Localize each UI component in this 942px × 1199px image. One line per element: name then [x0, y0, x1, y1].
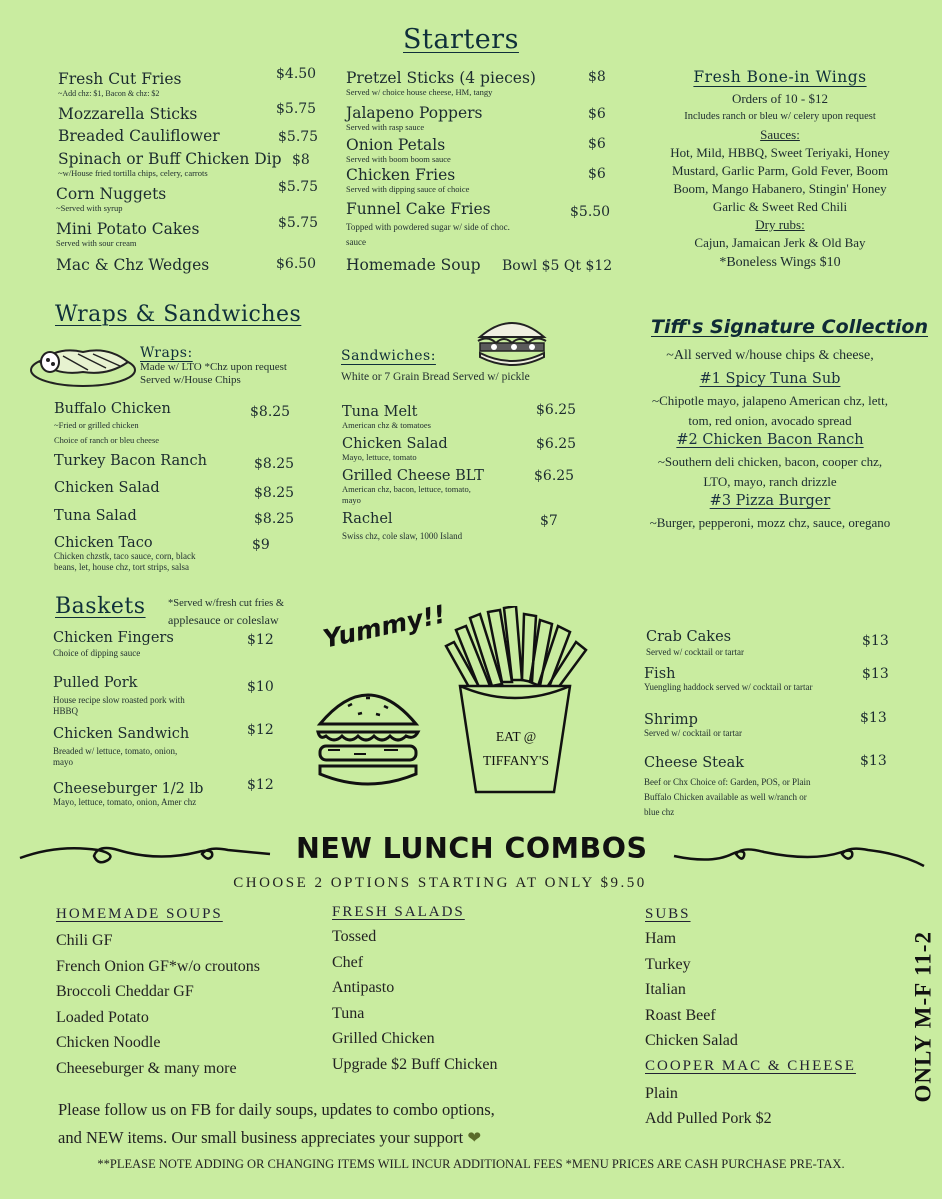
menu-item: [346, 136, 606, 165]
combo-item: Upgrade $2 Buff Chicken: [332, 1055, 498, 1073]
combo-item: Chicken Noodle: [56, 1034, 161, 1051]
item-price: $6: [588, 106, 606, 122]
item-price: $8.25: [254, 485, 295, 501]
combo-item: Add Pulled Pork $2: [645, 1110, 772, 1127]
sauces-label: Sauces:: [760, 127, 800, 142]
side-hours-text: ONLY M-F 11-2: [910, 931, 936, 1103]
item-price: $6.25: [534, 468, 575, 484]
combo-heading: SUBS: [645, 906, 691, 922]
item-name: Corn Nuggets: [56, 185, 167, 203]
menu-item: [342, 404, 582, 431]
boneless-wings: *Boneless Wings $10: [719, 255, 841, 270]
baskets-title: Baskets: [55, 594, 146, 619]
item-desc: Served with sour cream: [56, 238, 137, 248]
item-name: Buffalo Chicken: [54, 401, 171, 417]
item-name: Breaded Cauliflower: [58, 127, 220, 145]
item-desc: Served w/ choice house cheese, HM, tangy: [346, 87, 493, 97]
box-text-line: TIFFANY'S: [483, 753, 549, 768]
combo-item: Italian: [645, 981, 686, 998]
menu-item: [56, 179, 319, 214]
combo-item: Grilled Chicken: [332, 1030, 435, 1047]
menu-item: [56, 256, 317, 274]
dry-rubs-label: Dry rubs:: [755, 217, 805, 232]
menu-item: [58, 101, 317, 123]
combos-title: NEW LUNCH COMBOS: [296, 832, 648, 865]
combo-item: Loaded Potato: [56, 1008, 149, 1026]
combo-item: Cheeseburger & many more: [56, 1059, 237, 1077]
item-price: $7: [540, 513, 558, 529]
combos-soups: [56, 906, 260, 1081]
item-price: $13: [860, 710, 887, 726]
combo-item: Chili GF: [56, 932, 113, 949]
item-price: $13: [862, 666, 889, 682]
combo-item: Roast Beef: [645, 1006, 716, 1024]
sauces-line: Hot, Mild, HBBQ, Sweet Teriyaki, Honey: [670, 145, 890, 160]
item-name: Tuna Salad: [54, 508, 137, 524]
heart-icon: ❤: [467, 1128, 482, 1147]
wings-title: Fresh Bone-in Wings: [693, 68, 867, 86]
item-price: $5.75: [278, 215, 319, 231]
menu-item: [342, 436, 582, 463]
menu-item: [58, 127, 319, 145]
menu-item: [346, 104, 606, 133]
baskets-note-line: *Served w/fresh cut fries &: [168, 598, 285, 609]
combo-item: French Onion GF*w/o croutons: [56, 957, 260, 975]
box-text-line: EAT @: [495, 729, 537, 744]
fries-box-text: [466, 725, 566, 773]
menu-item: [54, 453, 295, 472]
combos-subs: [645, 906, 856, 1132]
dry-rubs-text: Cajun, Jamaican Jerk & Old Bay: [694, 235, 866, 250]
menu-item: [58, 66, 317, 99]
item-name: Cheese Steak: [644, 755, 744, 771]
item-price: $6.25: [536, 436, 577, 452]
item-desc: American chz, bacon, lettuce, tomato,: [342, 484, 471, 494]
sauces-line: Mustard, Garlic Parm, Gold Fever, Boom: [671, 163, 889, 178]
combo-heading: HOMEMADE SOUPS: [56, 906, 223, 922]
combo-item: Turkey: [645, 955, 691, 973]
item-desc: Served w/ cocktail or tartar: [644, 728, 742, 738]
footer-note: **PLEASE NOTE ADDING OR CHANGING ITEMS WILL INCUR ADDITIONAL FEES *MENU PRICES ARE CASH PURCHASE PRE-TAX.: [97, 1157, 845, 1171]
item-price: $8: [588, 69, 606, 85]
item-desc: Mayo, lettuce, tomato, onion, Amer chz: [53, 797, 197, 807]
item-name: Fish: [644, 666, 676, 682]
combos-subtitle: CHOOSE 2 OPTIONS STARTING AT ONLY $9.50: [233, 875, 647, 891]
item-price: $8.25: [254, 456, 295, 472]
item-desc: Served with rasp sauce: [346, 122, 425, 132]
wraps-note: Made w/ LTO *Chz upon request: [140, 361, 287, 373]
item-name: Chicken Fingers: [53, 630, 174, 646]
combo-item: Chicken Salad: [645, 1032, 738, 1049]
item-desc: Served with dipping sauce of choice: [346, 184, 470, 194]
item-price: $4.50: [276, 66, 317, 82]
item-name: Shrimp: [644, 712, 698, 728]
item-price: $13: [860, 753, 887, 769]
right-swirl-divider: [672, 838, 927, 870]
menu-item: [56, 215, 319, 249]
item-price: Bowl $5 Qt $12: [502, 258, 613, 274]
wings-orders: Orders of 10 - $12: [731, 91, 829, 106]
item-price: $10: [247, 679, 274, 695]
item-price: $8.25: [250, 404, 291, 420]
item-price: $6.25: [536, 402, 577, 418]
combos-salads: [332, 904, 497, 1077]
combo-heading: COOPER MAC & CHEESE: [645, 1057, 856, 1074]
combo-item: Antipasto: [332, 979, 395, 996]
item-price: $8.25: [254, 511, 295, 527]
menu-item: [644, 712, 891, 739]
menu-item: [54, 480, 295, 501]
item-desc: ~Add chz: $1, Bacon & chz: $2: [58, 89, 160, 98]
wrap-icon: [28, 340, 138, 390]
item-desc: Breaded w/ lettuce, tomato, onion,: [53, 746, 178, 756]
signature-section: [620, 347, 920, 532]
signature-item-name: #2 Chicken Bacon Ranch: [676, 432, 864, 448]
wings-section: [630, 68, 930, 272]
combo-item: Tuna: [332, 1004, 365, 1022]
follow-message: [58, 1096, 495, 1152]
item-desc: Topped with powdered sugar w/ side of choc. sauce: [346, 222, 510, 247]
signature-item-name: #3 Pizza Burger: [709, 493, 831, 509]
item-price: $13: [862, 633, 889, 649]
item-desc: ~w/House fried tortilla chips, celery, carrots: [58, 168, 208, 178]
item-price: $6: [588, 136, 606, 152]
combo-item: Ham: [645, 930, 677, 947]
item-name: Chicken Taco: [54, 535, 153, 551]
menu-item: [644, 666, 891, 693]
item-desc: mayo: [53, 757, 73, 767]
item-desc: Choice of dipping sauce: [53, 648, 141, 658]
combo-item: Broccoli Cheddar GF: [56, 983, 194, 1000]
signature-item-name: #1 Spicy Tuna Sub: [699, 371, 841, 387]
menu-item: [644, 755, 891, 820]
item-name: Fresh Cut Fries: [58, 70, 182, 88]
item-name: Homemade Soup: [346, 256, 481, 274]
item-desc: Beef or Chx Choice of: Garden, POS, or Plain: [644, 777, 811, 787]
item-price: $12: [247, 632, 274, 648]
menu-item: [342, 511, 582, 542]
signature-intro: ~All served w/house chips & cheese,: [666, 348, 874, 363]
signature-title: Tiff's Signature Collection: [651, 316, 929, 338]
menu-item: [53, 675, 283, 717]
wraps-header: [140, 345, 287, 387]
item-desc: ~Fried or grilled chicken: [54, 420, 139, 430]
item-name: Mac & Chz Wedges: [56, 256, 210, 274]
item-price: $6: [588, 166, 606, 182]
item-desc: Yuengling haddock served w/ cocktail or tartar: [644, 682, 813, 692]
item-name: Pulled Pork: [53, 675, 138, 691]
item-desc: American chz & tomatoes: [342, 420, 431, 430]
menu-item: [342, 468, 582, 506]
wings-includes: Includes ranch or bleu w/ celery upon request: [684, 111, 876, 122]
item-price: $9: [252, 537, 270, 553]
sandwiches-note: White or 7 Grain Bread Served w/ pickle: [341, 371, 530, 383]
item-desc: ~Served with syrup: [56, 203, 123, 213]
item-name: Mini Potato Cakes: [56, 220, 200, 238]
baskets-note: [168, 596, 284, 628]
wraps-label: Wraps:: [140, 345, 193, 361]
item-name: Mozzarella Sticks: [58, 105, 198, 123]
item-name: Chicken Sandwich: [53, 726, 190, 742]
item-price: $8: [292, 152, 310, 168]
item-desc: HBBQ: [53, 706, 79, 716]
combo-item: Chef: [332, 953, 364, 971]
item-name: Spinach or Buff Chicken Dip: [58, 150, 282, 168]
follow-line-text: and NEW items. Our small business appreciates your support: [58, 1128, 464, 1147]
item-name: Pretzel Sticks (4 pieces): [346, 69, 536, 87]
menu-item: [58, 150, 313, 179]
item-desc: Swiss chz, cole slaw, 1000 Island: [342, 531, 463, 541]
sauces-line: Garlic & Sweet Red Chili: [712, 199, 848, 214]
item-desc: House recipe slow roasted pork with: [53, 695, 185, 705]
menu-item: [646, 629, 891, 658]
follow-line-2: [58, 1124, 495, 1152]
item-name: Crab Cakes: [646, 629, 732, 645]
combo-item: Tossed: [332, 928, 377, 945]
menu-item: [53, 777, 283, 808]
item-name: Tuna Melt: [342, 404, 418, 420]
item-name: Onion Petals: [346, 136, 446, 154]
item-price: $5.75: [278, 129, 319, 145]
item-name: Rachel: [342, 511, 393, 527]
starters-title: Starters: [403, 24, 519, 55]
signature-item-desc: ~Chipotle mayo, jalapeno American chz, lett,: [652, 393, 888, 408]
item-price: $5.75: [278, 179, 319, 195]
combo-heading: FRESH SALADS: [332, 904, 465, 920]
combo-item: Plain: [645, 1084, 678, 1102]
item-price: $12: [247, 777, 274, 793]
wraps-sandwiches-title: Wraps & Sandwiches: [55, 302, 302, 327]
item-desc: Mayo, lettuce, tomato: [342, 452, 417, 462]
menu-item: [53, 722, 283, 768]
left-swirl-divider: [18, 838, 273, 870]
item-desc: Served with boom boom sauce: [346, 154, 451, 164]
menu-item: [54, 508, 295, 527]
item-price: $5.75: [276, 101, 317, 117]
menu-item: [346, 200, 611, 250]
menu-item: [54, 401, 294, 446]
yummy-text: Yummy!!: [320, 599, 449, 654]
burger-icon: [314, 684, 422, 790]
item-desc: Choice of ranch or bleu cheese: [54, 435, 160, 445]
item-desc: beans, let, house chz, tort strips, salsa: [54, 562, 189, 572]
item-name: Cheeseburger 1/2 lb: [53, 781, 204, 797]
sauces-line: Boom, Mango Habanero, Stingin' Honey: [673, 181, 887, 196]
item-desc: Buffalo Chicken available as well w/ranch or: [644, 792, 807, 802]
signature-item-desc: ~Southern deli chicken, bacon, cooper chz,: [657, 454, 883, 469]
item-name: Chicken Fries: [346, 166, 456, 184]
item-desc: Served w/ cocktail or tartar: [646, 647, 744, 657]
menu-item: [346, 256, 613, 274]
signature-item-desc: tom, red onion, avocado spread: [688, 413, 852, 428]
signature-item-desc: LTO, mayo, ranch drizzle: [703, 474, 837, 489]
item-desc: Chicken chzstk, taco sauce, corn, black: [54, 551, 196, 561]
item-name: Chicken Salad: [342, 436, 448, 452]
item-price: $5.50: [570, 204, 611, 220]
item-name: Chicken Salad: [54, 480, 160, 496]
signature-item-desc: ~Burger, pepperoni, mozz chz, sauce, oregano: [649, 515, 891, 530]
item-name: Grilled Cheese BLT: [342, 468, 484, 484]
item-name: Funnel Cake Fries: [346, 200, 491, 218]
item-price: $12: [247, 722, 274, 738]
item-desc: blue chz: [644, 807, 675, 817]
menu-item: [346, 69, 606, 98]
wraps-note: Served w/House Chips: [140, 374, 241, 386]
follow-line: Please follow us on FB for daily soups, updates to combo options,: [58, 1100, 495, 1119]
baskets-note-line: applesauce or coleslaw: [168, 613, 279, 627]
menu-item: [54, 535, 294, 573]
item-desc: mayo: [342, 495, 361, 505]
sandwiches-label: Sandwiches:: [341, 348, 436, 364]
menu-item: [346, 166, 606, 195]
item-name: Jalapeno Poppers: [346, 104, 483, 122]
item-name: Turkey Bacon Ranch: [54, 453, 207, 469]
item-price: $6.50: [276, 256, 317, 272]
menu-item: [53, 630, 283, 659]
sandwiches-header: [341, 348, 530, 383]
